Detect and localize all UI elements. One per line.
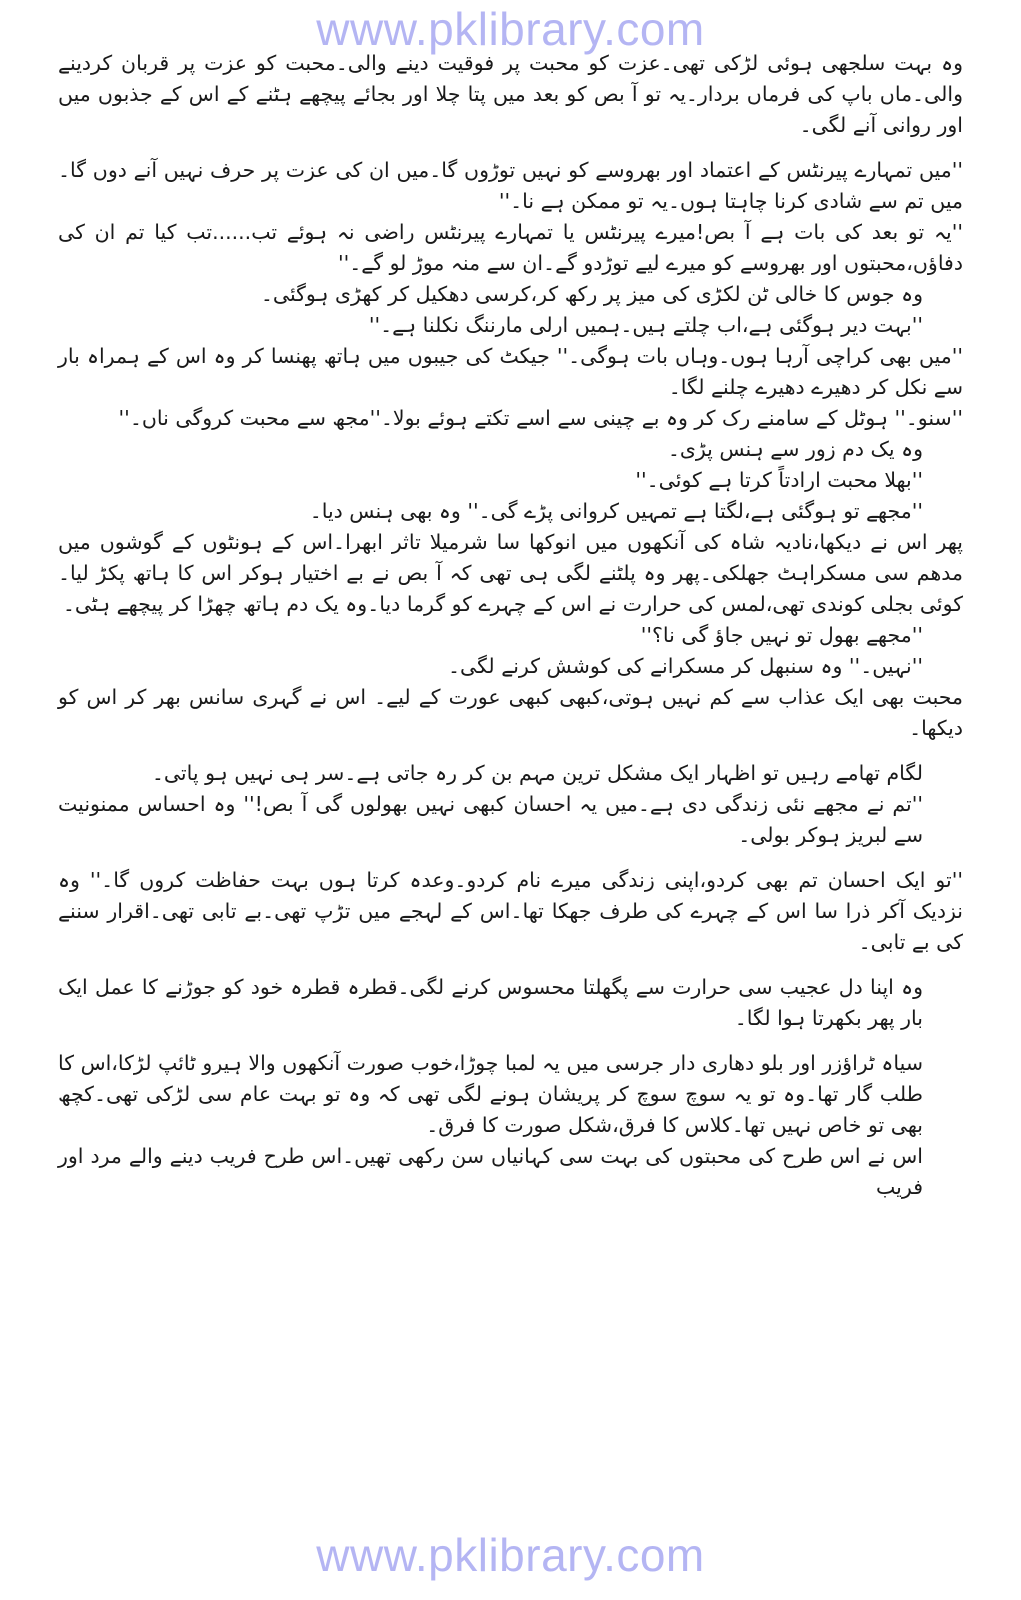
watermark-top: www.pklibrary.com bbox=[316, 3, 705, 55]
paragraph-15: لگام تھامے رہیں تو اظہار ایک مشکل ترین مہم بن کر رہ جاتی ہے۔سر ہی نہیں ہو پاتی۔ bbox=[151, 761, 923, 785]
urdu-page-text bbox=[58, 48, 963, 1518]
paragraph-13: ''نہیں۔'' وہ سنبھل کر مسکرانے کی کوشش کرنے لگی۔ bbox=[448, 654, 923, 678]
paragraph-14: محبت بھی ایک عذاب سے کم نہیں ہوتی،کبھی کبھی عورت کے لیے۔ اس نے گہری سانس بھر کر اس کو دیکھا۔ bbox=[58, 685, 963, 740]
paragraph-10: ''مجھے تو ہوگئی ہے،لگتا ہے تمہیں کروانی پڑے گی۔'' وہ بھی ہنس دیا۔ bbox=[309, 499, 923, 523]
paragraph-12: ''مجھے بھول تو نہیں جاؤ گی نا؟'' bbox=[640, 623, 923, 647]
paragraph-5: ''بہت دیر ہوگئی ہے،اب چلتے ہیں۔ہمیں ارلی مارننگ نکلنا ہے۔'' bbox=[368, 313, 923, 337]
paragraph-16: ''تم نے مجھے نئی زندگی دی ہے۔میں یہ احسان کبھی نہیں بھولوں گی آ بص!'' وہ احساس ممنونیت سے لبریز ہوکر بولی۔ bbox=[58, 792, 923, 847]
paragraph-7: ''سنو۔'' ہوٹل کے سامنے رک کر وہ بے چینی سے اسے تکتے ہوئے بولا۔''مجھ سے محبت کروگی ناں۔'' bbox=[118, 406, 963, 430]
paragraph-9: ''بھلا محبت ارادتاً کرتا ہے کوئی۔'' bbox=[635, 468, 923, 492]
paragraph-6: ''میں بھی کراچی آرہا ہوں۔وہاں بات ہوگی۔'' جیکٹ کی جیبوں میں ہاتھ پھنسا کر وہ اس کے ہمراہ بار سے نکل کر دھیرے دھیرے چلنے لگا۔ bbox=[58, 344, 963, 399]
paragraph-20: اس نے اس طرح کی محبتوں کی بہت سی کہانیاں سن رکھی تھیں۔اس طرح فریب دینے والے مرد اور فریب bbox=[58, 1144, 923, 1199]
watermark-bottom: www.pklibrary.com bbox=[316, 1529, 705, 1581]
paragraph-2: ''میں تمہارے پیرنٹس کے اعتماد اور بھروسے کو نہیں توڑوں گا۔میں ان کی عزت پر حرف نہیں آنے دوں گا۔میں تم سے شادی کرنا چاہتا ہوں۔یہ تو ممکن ہے نا۔'' bbox=[58, 158, 963, 213]
paragraph-11: پھر اس نے دیکھا،نادیہ شاہ کی آنکھوں میں انوکھا سا شرمیلا تاثر ابھرا۔اس کے ہونٹوں کے گوشوں میں مدھم سی مسکراہٹ جھلکی۔پھر وہ پلٹنے لگی ہی تھی کہ آ بص نے بے اختیار ہوکر اس کا ہاتھ پکڑ لیا۔کوئی بجلی کوندی تھی،لمس کی حرارت نے اس کے چہرے کو گرما دیا۔وہ یک دم ہاتھ چھڑا کر پیچھے ہٹی۔ bbox=[58, 530, 963, 616]
paragraph-18: وہ اپنا دل عجیب سی حرارت سے پگھلتا محسوس کرنے لگی۔قطرہ قطرہ خود کو جوڑنے کا عمل ایک بار پھر بکھرتا ہوا لگا۔ bbox=[58, 975, 923, 1030]
paragraph-17: ''تو ایک احسان تم بھی کردو،اپنی زندگی میرے نام کردو۔وعدہ کرتا ہوں بہت حفاظت کروں گا۔'' وہ نزدیک آکر ذرا سا اس کے چہرے کی طرف جھکا تھا۔اس کے لہجے میں تڑپ تھی۔بے تابی تھی۔اقرار سننے کی بے تابی۔ bbox=[58, 868, 963, 954]
paragraph-8: وہ یک دم زور سے ہنس پڑی۔ bbox=[667, 437, 923, 461]
paragraph-1: وہ بہت سلجھی ہوئی لڑکی تھی۔عزت کو محبت پر فوقیت دینے والی۔محبت کو عزت پر قربان کردینے والی۔ماں باپ کی فرماں بردار۔یہ تو آ بص کو بعد میں پتا چلا اور بجائے پیچھے ہٹنے کے اس کے جذبوں میں اور روانی آنے لگی۔ bbox=[58, 51, 963, 137]
paragraph-19: سیاہ ٹراؤزر اور بلو دھاری دار جرسی میں یہ لمبا چوڑا،خوب صورت آنکھوں والا ہیرو ٹائپ لڑکا،اس کا طلب گار تھا۔وہ تو یہ سوچ سوچ کر پریشان ہونے لگی تھی کہ وہ تو بہت عام سی لڑکی تھی۔کچھ بھی تو خاص نہیں تھا۔کلاس کا فرق،شکل صورت کا فرق۔ bbox=[58, 1051, 923, 1137]
paragraph-4: وہ جوس کا خالی ٹن لکڑی کی میز پر رکھ کر،کرسی دھکیل کر کھڑی ہوگئی۔ bbox=[260, 282, 923, 306]
paragraph-3: ''یہ تو بعد کی بات ہے آ بص!میرے پیرنٹس یا تمہارے پیرنٹس راضی نہ ہوئے تب......تب کیا تم ان کی دفاؤں،محبتوں اور بھروسے کو میرے لیے توڑدو گے۔ان سے منہ موڑ لو گے۔'' bbox=[58, 220, 963, 275]
